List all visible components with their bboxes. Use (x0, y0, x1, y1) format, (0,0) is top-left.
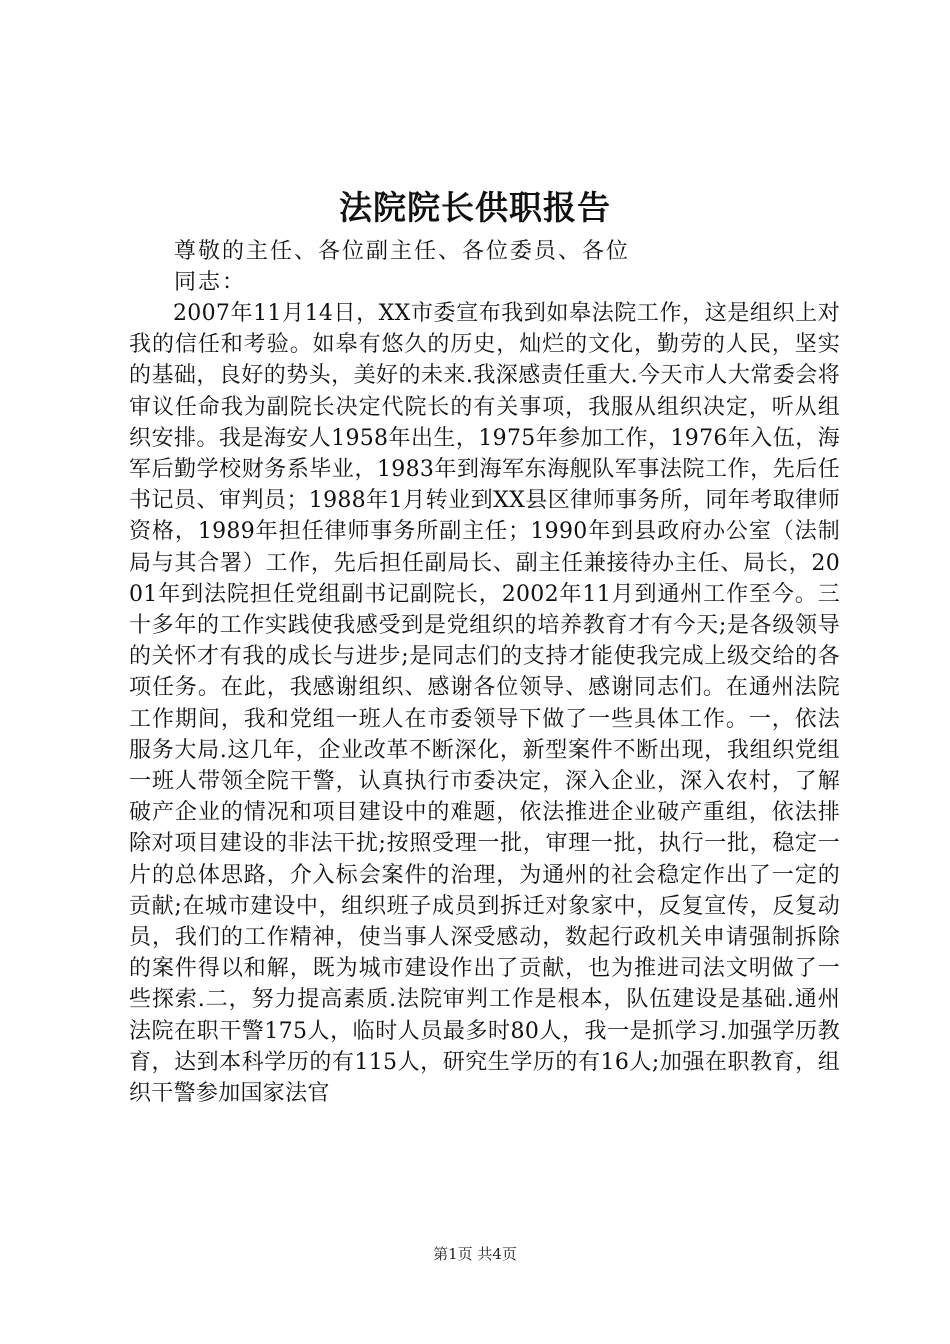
salutation (174, 236, 694, 298)
body-paragraph: 2007年11月14日，XX市委宣布我到如皋法院工作，这是组织上对我的信任和考验。如皋有悠久的历史，灿烂的文化，勤劳的人民，坚实的基础，良好的势头，美好的未来.我深感责任重大.今天市人大常委会将审议任命我为副院长决定代院长的有关事项，我服从组织决定，听从组织安排。我是海安人1958年出生，1975年参加工作，1976年入伍，海军后勤学校财务系毕业，1983年到海军东海舰队军事法院工作，先后任书记员、审判员；1988年1月转业到XX县区律师事务所，同年考取律师资格，1989年担任律师事务所副主任；1990年到县政府办公室（法制局与其合署）工作，先后担任副局长、副主任兼接待办主任、局长，2001年到法院担任党组副书记副院长，2002年11月到通州工作至今。三十多年的工作实践使我感受到是党组织的培养教育才有今天;是各级领导的关怀才有我的成长与进步;是同志们的支持才能使我完成上级交给的各项任务。在此，我感谢组织、感谢各位领导、感谢同志们。在通州法院工作期间，我和党组一班人在市委领导下做了一些具体工作。一，依法服务大局.这几年，企业改革不断深化，新型案件不断出现，我组织党组一班人带领全院干警，认真执行市委决定，深入企业，深入农村，了解破产企业的情况和项目建设中的难题，依法推进企业破产重组，依法排除对项目建设的非法干扰;按照受理一批，审理一批，执行一批，稳定一片的总体思路，介入标会案件的治理，为通州的社会稳定作出了一定的贡献;在城市建设中，组织班子成员到拆迁对象家中，反复宣传，反复动员，我们的工作精神，使当事人深受感动，数起行政机关申请强制拆除的案件得以和解，既为城市建设作出了贡献，也为推进司法文明做了一些探索.二，努力提高素质.法院审判工作是根本，队伍建设是基础.通州法院在职干警175人，临时人员最多时80人，我一是抓学习.加强学历教育，达到本科学历的有115人，研究生学历的有16人;加强在职教育，组织干警参加国家法官 (129, 301, 840, 1107)
document-title: 法院院长供职报告 (339, 188, 611, 227)
page-number-footer: 第1页 共4页 (433, 1245, 517, 1263)
salutation-line-1: 尊敬的主任、各位副主任、各位委员、各位 (174, 239, 631, 264)
salutation-line-2: 同志： (174, 270, 247, 295)
